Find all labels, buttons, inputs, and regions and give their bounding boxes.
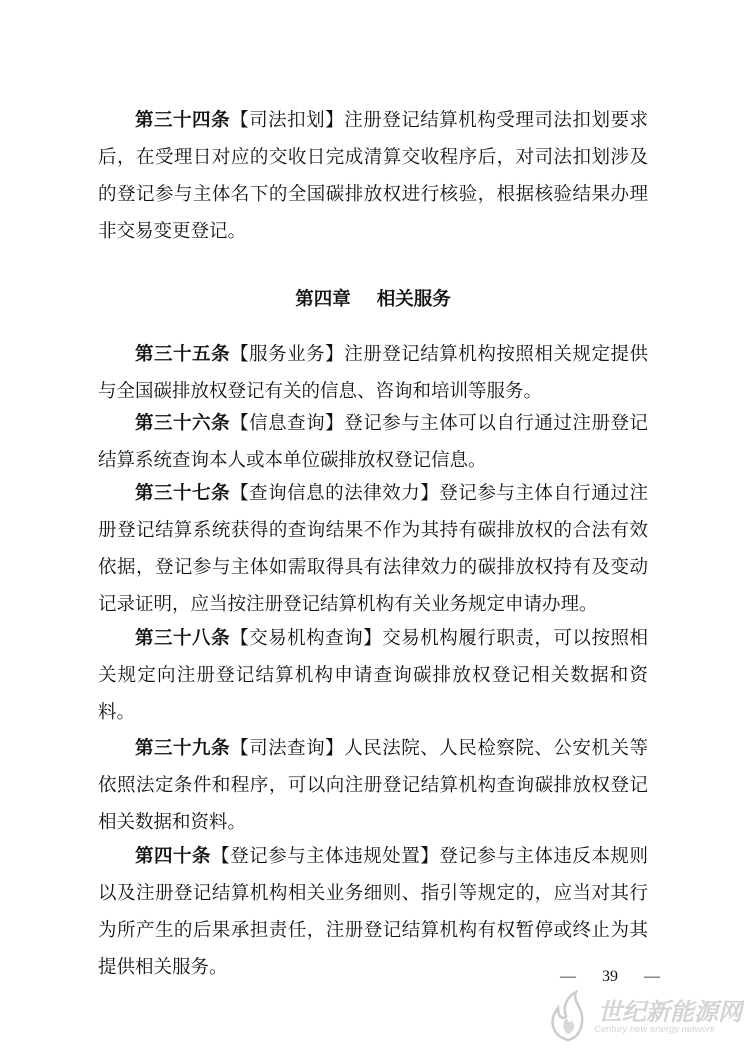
article-35-heading: 第三十五条 [135, 344, 231, 365]
article-38-heading: 第三十八条 [135, 628, 231, 649]
article-35 [98, 336, 648, 410]
page-number [560, 968, 660, 986]
chapter-title: 相关服务 [376, 289, 451, 310]
chapter-heading [98, 281, 648, 318]
article-39-heading: 第三十九条 [135, 738, 231, 759]
article-38-text: 【交易机构查询】交易机构履行职责，可以按照相关规定向注册登记结算机构申请查询碳排放权登记相关数据和资料。 [98, 628, 648, 723]
page-dash-right: — [644, 968, 660, 985]
article-38 [98, 620, 648, 731]
article-36 [98, 405, 648, 479]
watermark-subtext: Century new energy network [594, 1024, 715, 1035]
flame-logo-icon [540, 990, 596, 1044]
page-dash-left: — [560, 968, 576, 985]
article-36-text: 【信息查询】登记参与主体可以自行通过注册登记结算系统查询本人或本单位碳排放权登记信息。 [98, 413, 648, 471]
article-34-text: 【司法扣划】注册登记结算机构受理司法扣划要求后，在受理日对应的交收日完成清算交收程序后，对司法扣划涉及的登记参与主体名下的全国碳排放权进行核验，根据核验结果办理非交易变更登记。 [98, 110, 648, 242]
watermark [540, 990, 740, 1044]
article-39 [98, 730, 648, 841]
article-40 [98, 838, 648, 986]
article-34 [98, 102, 648, 250]
page-number-value: 39 [602, 968, 618, 985]
article-34-heading: 第三十四条 [135, 110, 231, 131]
article-39-text: 【司法查询】人民法院、人民检察院、公安机关等依照法定条件和程序，可以向注册登记结算机构查询碳排放权登记相关数据和资料。 [98, 738, 648, 833]
article-35-text: 【服务业务】注册登记结算机构按照相关规定提供与全国碳排放权登记有关的信息、咨询和培训等服务。 [98, 344, 648, 402]
article-37 [98, 475, 648, 623]
article-40-heading: 第四十条 [135, 846, 212, 867]
chapter-number: 第四章 [295, 289, 351, 310]
article-40-text: 【登记参与主体违规处置】登记参与主体违反本规则以及注册登记结算机构相关业务细则、指引等规定的，应当对其行为所产生的后果承担责任，注册登记结算机构有权暂停或终止为其提供相关服务。 [98, 846, 648, 978]
article-36-heading: 第三十六条 [135, 413, 231, 434]
article-37-heading: 第三十七条 [135, 483, 231, 504]
watermark-text: 世纪新能源网 [598, 998, 742, 1026]
article-37-text: 【查询信息的法律效力】登记参与主体自行通过注册登记结算系统获得的查询结果不作为其持有碳排放权的合法有效依据，登记参与主体如需取得具有法律效力的碳排放权持有及变动记录证明，应当按注册登记结算机构有关业务规定申请办理。 [98, 483, 648, 615]
